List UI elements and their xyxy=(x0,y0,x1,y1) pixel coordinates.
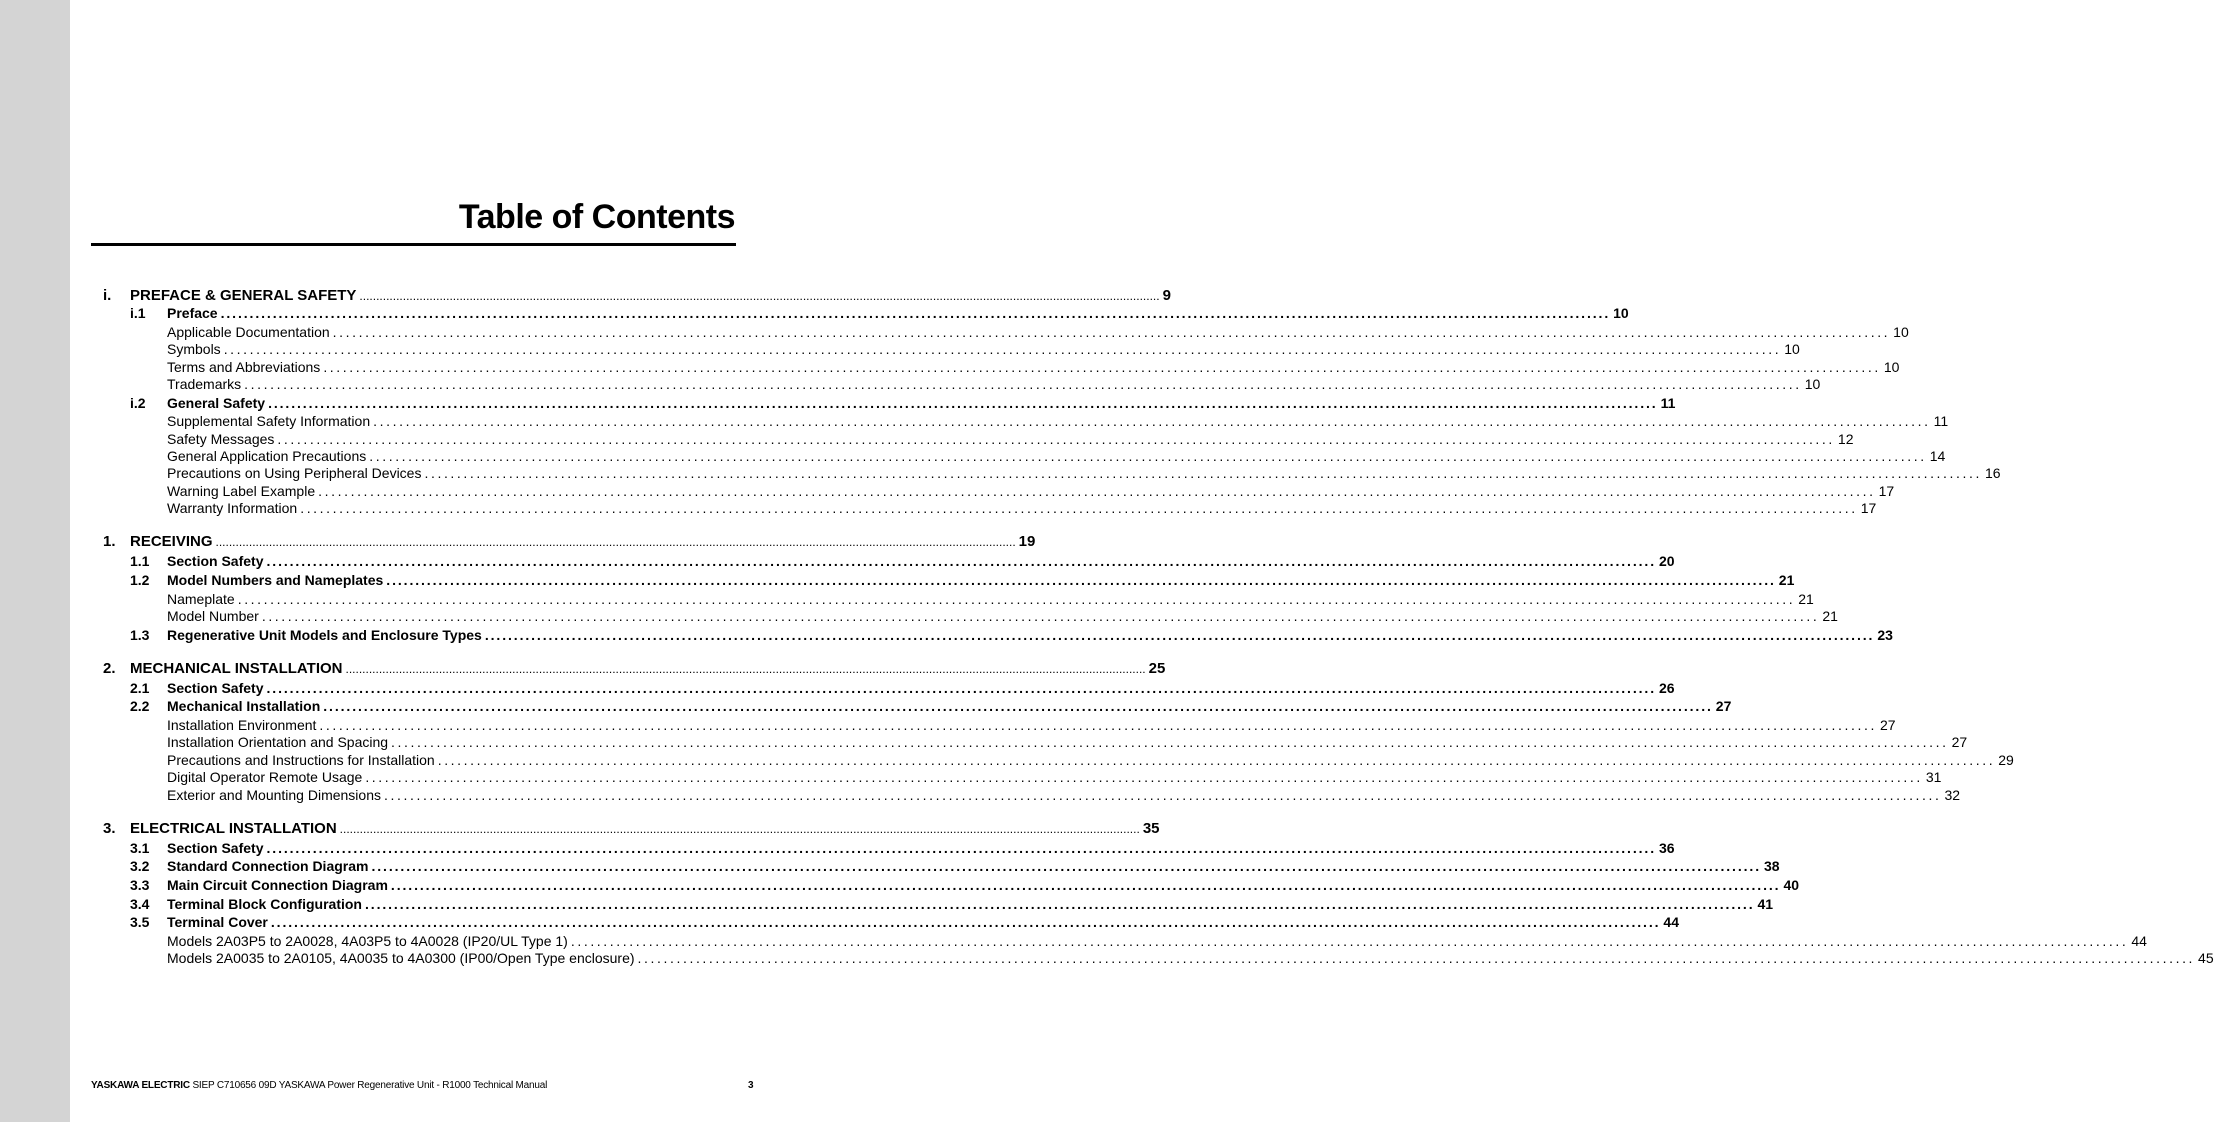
toc-entry-page: 20 xyxy=(1659,553,1675,569)
dot-leader: ................................................................................................................................................................................................................................................ xyxy=(266,680,1656,696)
toc-entry-label: Models 2A0035 to 2A0105, 4A0035 to 4A0300 (IP00/Open Type enclosure) xyxy=(167,950,635,966)
toc-entry-number: 1.3 xyxy=(130,627,150,643)
toc-entry-page: 19 xyxy=(1018,533,1036,550)
toc-entry-page: 21 xyxy=(1798,591,1814,607)
toc-section-entry[interactable] xyxy=(0,304,1629,322)
toc-entry-number: 3.4 xyxy=(130,896,150,912)
toc-entry-label: Trademarks xyxy=(167,376,242,392)
toc-entry-page: 35 xyxy=(1142,820,1160,837)
toc-entry-page: 40 xyxy=(1783,877,1800,893)
toc-entry-page: 26 xyxy=(1659,680,1675,696)
dot-leader: ................................................................................................................................................................................................................................................ xyxy=(345,662,1146,676)
toc-entry-row xyxy=(167,626,1893,644)
footer-text xyxy=(91,1080,547,1091)
toc-entry-label: Symbols xyxy=(167,341,221,357)
dot-leader: ................................................................................................................................................................................................................................................ xyxy=(323,359,1881,375)
toc-subsection-entry[interactable] xyxy=(0,733,1968,751)
toc-subsection-entry[interactable] xyxy=(0,412,1949,430)
dot-leader: ................................................................................................................................................................................................................................................ xyxy=(373,413,1931,429)
toc-entry-label: Terminal Cover xyxy=(167,914,268,930)
toc-entry-page: 11 xyxy=(1933,413,1949,429)
toc-entry-number: i.2 xyxy=(130,395,146,411)
toc-entry-label: ELECTRICAL INSTALLATION xyxy=(130,820,337,837)
toc-entry-number: 2. xyxy=(103,660,116,677)
toc-subsection-entry[interactable] xyxy=(0,482,1895,500)
dot-leader: ................................................................................................................................................................................................................................................ xyxy=(359,289,1160,303)
toc-section-entry[interactable] xyxy=(0,697,1732,715)
toc-entry-number: 3.1 xyxy=(130,840,150,856)
toc-entry-label: Terminal Block Configuration xyxy=(167,896,362,912)
toc-entry-label: Digital Operator Remote Usage xyxy=(167,769,363,785)
footer-brand: YASKAWA ELECTRIC xyxy=(91,1080,190,1091)
toc-subsection-entry[interactable] xyxy=(0,786,1961,804)
toc-section-entry[interactable] xyxy=(0,571,1795,589)
toc-entry-label: Preface xyxy=(167,305,218,321)
toc-entry-row xyxy=(167,679,1675,697)
toc-entry-label: Nameplate xyxy=(167,591,235,607)
toc-entry-number: 1.1 xyxy=(130,553,150,569)
toc-subsection-entry[interactable] xyxy=(0,375,1821,393)
toc-entry-row xyxy=(167,786,1961,804)
toc-entry-page: 27 xyxy=(1879,717,1896,733)
toc-section-entry[interactable] xyxy=(0,626,1893,644)
toc-entry-number: 1. xyxy=(103,533,116,550)
toc-entry-label: Standard Connection Diagram xyxy=(167,858,369,874)
toc-chapter-entry[interactable] xyxy=(0,819,1160,839)
toc-entry-label: Mechanical Installation xyxy=(167,698,321,714)
toc-entry-row xyxy=(167,716,1896,734)
dot-leader: ................................................................................................................................................................................................................................................ xyxy=(220,305,1611,321)
toc-entry-page: 12 xyxy=(1837,431,1854,447)
toc-entry-row xyxy=(167,430,1854,448)
title-rule xyxy=(91,243,736,246)
toc-entry-label: MECHANICAL INSTALLATION xyxy=(130,660,343,677)
toc-entry-row xyxy=(167,358,1900,376)
toc-entry-number: 3.2 xyxy=(130,858,150,874)
toc-subsection-entry[interactable] xyxy=(0,716,1896,734)
toc-entry-label: Model Numbers and Nameplates xyxy=(167,572,384,588)
toc-entry-page: 9 xyxy=(1162,287,1171,304)
toc-entry-number: 2.2 xyxy=(130,698,150,714)
toc-entry-page: 10 xyxy=(1893,324,1909,340)
dot-leader: ................................................................................................................................................................................................................................................ xyxy=(268,395,1658,411)
toc-entry-page: 29 xyxy=(1998,752,2014,768)
toc-entry-row xyxy=(167,412,1949,430)
toc-section-entry[interactable] xyxy=(0,857,1780,875)
toc-entry-row xyxy=(167,499,1877,517)
toc-section-entry[interactable] xyxy=(0,876,1800,894)
dot-leader: ................................................................................................................................................................................................................................................ xyxy=(332,324,1891,340)
toc-entry-row xyxy=(130,286,1171,306)
toc-entry-label: Main Circuit Connection Diagram xyxy=(167,877,388,893)
toc-entry-label: Regenerative Unit Models and Enclosure Types xyxy=(167,627,482,643)
toc-entry-page: 21 xyxy=(1822,608,1838,624)
toc-entry-page: 38 xyxy=(1763,858,1780,874)
toc-entry-row xyxy=(167,768,1942,786)
dot-leader: ................................................................................................................................................................................................................................................ xyxy=(261,608,1820,624)
toc-entry-page: 25 xyxy=(1148,660,1166,677)
toc-entry-label: Model Number xyxy=(167,608,259,624)
toc-entry-row xyxy=(167,590,1814,608)
toc-entry-page: 21 xyxy=(1778,572,1795,588)
toc-subsection-entry[interactable] xyxy=(0,751,2014,769)
toc-entry-page: 10 xyxy=(1804,376,1821,392)
toc-entry-label: Installation Orientation and Spacing xyxy=(167,734,389,750)
toc-entry-page: 11 xyxy=(1660,395,1676,411)
toc-entry-row xyxy=(167,697,1732,715)
toc-entry-page: 27 xyxy=(1951,734,1968,750)
toc-entry-label: Section Safety xyxy=(167,553,264,569)
toc-entry-row xyxy=(167,932,2147,950)
toc-entry-label: RECEIVING xyxy=(130,533,213,550)
dot-leader: ................................................................................................................................................................................................................................................ xyxy=(424,465,1982,481)
toc-entry-label: General Safety xyxy=(167,395,266,411)
toc-entry-label: Exterior and Mounting Dimensions xyxy=(167,787,381,803)
toc-entry-row xyxy=(167,949,2214,967)
toc-entry-row xyxy=(167,552,1675,570)
toc-entry-page: 31 xyxy=(1925,769,1942,785)
dot-leader: ................................................................................................................................................................................................................................................ xyxy=(390,877,1781,893)
toc-subsection-entry[interactable] xyxy=(0,499,1877,517)
toc-subsection-entry[interactable] xyxy=(0,768,1942,786)
toc-entry-label: Terms and Abbreviations xyxy=(167,359,321,375)
toc-section-entry[interactable] xyxy=(0,913,1679,931)
toc-entry-row xyxy=(167,876,1800,894)
dot-leader: ................................................................................................................................................................................................................................................ xyxy=(319,717,1877,733)
toc-subsection-entry[interactable] xyxy=(0,340,1800,358)
toc-entry-page: 45 xyxy=(2198,950,2214,966)
toc-subsection-entry[interactable] xyxy=(0,323,1909,341)
toc-entry-row xyxy=(167,857,1780,875)
toc-entry-number: i. xyxy=(103,287,112,304)
dot-leader: ................................................................................................................................................................................................................................................ xyxy=(237,591,1796,607)
toc-entry-page: 14 xyxy=(1929,448,1946,464)
dot-leader: ................................................................................................................................................................................................................................................ xyxy=(266,840,1656,856)
dot-leader: ................................................................................................................................................................................................................................................ xyxy=(277,431,1835,447)
toc-entry-page: 41 xyxy=(1757,896,1774,912)
toc-entry-page: 32 xyxy=(1944,787,1961,803)
toc-subsection-entry[interactable] xyxy=(0,447,1946,465)
toc-entry-page: 10 xyxy=(1883,359,1900,375)
toc-entry-label: Section Safety xyxy=(167,680,264,696)
toc-entry-number: 3. xyxy=(103,820,116,837)
toc-subsection-entry[interactable] xyxy=(0,464,2001,482)
toc-entry-label: PREFACE & GENERAL SAFETY xyxy=(130,287,357,304)
toc-entry-page: 36 xyxy=(1659,840,1675,856)
toc-entry-number: 3.3 xyxy=(130,877,150,893)
toc-entry-row xyxy=(167,394,1676,412)
toc-entry-page: 27 xyxy=(1715,698,1732,714)
toc-entry-page: 17 xyxy=(1860,500,1877,516)
toc-entry-label: Precautions on Using Peripheral Devices xyxy=(167,465,422,481)
toc-subsection-entry[interactable] xyxy=(0,430,1854,448)
toc-entry-label: General Application Precautions xyxy=(167,448,367,464)
toc-entry-label: Installation Environment xyxy=(167,717,317,733)
toc-entry-row xyxy=(130,532,1036,552)
toc-subsection-entry[interactable] xyxy=(0,358,1900,376)
toc-entry-row xyxy=(167,913,1679,931)
toc-section-entry[interactable] xyxy=(0,394,1676,412)
toc-entry-label: Safety Messages xyxy=(167,431,275,447)
toc-chapter-entry[interactable] xyxy=(0,659,1166,679)
dot-leader: ................................................................................................................................................................................................................................................ xyxy=(323,698,1713,714)
dot-leader: ................................................................................................................................................................................................................................................ xyxy=(266,553,1656,569)
toc-chapter-entry[interactable] xyxy=(0,286,1171,306)
toc-entry-row xyxy=(167,447,1946,465)
toc-entry-number: 1.2 xyxy=(130,572,150,588)
toc-entry-row xyxy=(167,839,1675,857)
toc-entry-row xyxy=(130,659,1166,679)
toc-entry-label: Warranty Information xyxy=(167,500,298,516)
toc-entry-label: Applicable Documentation xyxy=(167,324,330,340)
toc-entry-page: 16 xyxy=(1984,465,2001,481)
toc-entry-label: Warning Label Example xyxy=(167,483,316,499)
dot-leader: ................................................................................................................................................................................................................................................ xyxy=(244,376,1802,392)
toc-entry-number: 3.5 xyxy=(130,914,150,930)
dot-leader: ................................................................................................................................................................................................................................................ xyxy=(369,448,1927,464)
toc-entry-row xyxy=(130,819,1160,839)
dot-leader: ................................................................................................................................................................................................................................................ xyxy=(371,858,1761,874)
dot-leader: ................................................................................................................................................................................................................................................ xyxy=(215,535,1016,549)
toc-entry-row xyxy=(167,340,1800,358)
toc-entry-page: 44 xyxy=(1663,914,1679,930)
dot-leader: ................................................................................................................................................................................................................................................ xyxy=(437,752,1996,768)
toc-entry-row xyxy=(167,733,1968,751)
toc-entry-row xyxy=(167,323,1909,341)
toc-section-entry[interactable] xyxy=(0,552,1675,570)
dot-leader: ................................................................................................................................................................................................................................................ xyxy=(318,483,1876,499)
toc-subsection-entry[interactable] xyxy=(0,949,2214,967)
toc-subsection-entry[interactable] xyxy=(0,932,2147,950)
toc-entry-row xyxy=(167,304,1629,322)
toc-subsection-entry[interactable] xyxy=(0,590,1814,608)
dot-leader: ................................................................................................................................................................................................................................................ xyxy=(223,341,1782,357)
dot-leader: ................................................................................................................................................................................................................................................ xyxy=(365,769,1923,785)
dot-leader: ................................................................................................................................................................................................................................................ xyxy=(637,950,2196,966)
page-title: Table of Contents xyxy=(458,198,735,236)
toc-entry-page: 17 xyxy=(1878,483,1895,499)
dot-leader: ................................................................................................................................................................................................................................................ xyxy=(270,914,1661,930)
toc-entry-number: 2.1 xyxy=(130,680,150,696)
toc-entry-number: i.1 xyxy=(130,305,146,321)
dot-leader: ................................................................................................................................................................................................................................................ xyxy=(391,734,1949,750)
toc-entry-label: Models 2A03P5 to 2A0028, 4A03P5 to 4A0028 (IP20/UL Type 1) xyxy=(167,933,568,949)
toc-chapter-entry[interactable] xyxy=(0,532,1036,552)
toc-entry-row xyxy=(167,375,1821,393)
dot-leader: ................................................................................................................................................................................................................................................ xyxy=(300,500,1858,516)
toc-entry-page: 44 xyxy=(2131,933,2147,949)
toc-entry-row xyxy=(167,571,1795,589)
toc-entry-label: Section Safety xyxy=(167,840,264,856)
toc-entry-label: Precautions and Instructions for Installation xyxy=(167,752,435,768)
dot-leader: ................................................................................................................................................................................................................................................ xyxy=(339,822,1140,836)
toc-subsection-entry[interactable] xyxy=(0,607,1838,625)
dot-leader: ................................................................................................................................................................................................................................................ xyxy=(386,572,1776,588)
dot-leader: ................................................................................................................................................................................................................................................ xyxy=(364,896,1755,912)
toc-section-entry[interactable] xyxy=(0,895,1774,913)
dot-leader: ................................................................................................................................................................................................................................................ xyxy=(384,787,1942,803)
dot-leader: ................................................................................................................................................................................................................................................ xyxy=(570,933,2129,949)
toc-entry-page: 10 xyxy=(1613,305,1629,321)
toc-section-entry[interactable] xyxy=(0,679,1675,697)
dot-leader: ................................................................................................................................................................................................................................................ xyxy=(484,627,1875,643)
footer-document-title: SIEP C710656 09D YASKAWA Power Regenerative Unit - R1000 Technical Manual xyxy=(192,1080,548,1091)
toc-entry-row xyxy=(167,464,2001,482)
toc-entry-page: 10 xyxy=(1784,341,1800,357)
toc-entry-row xyxy=(167,482,1895,500)
toc-entry-row xyxy=(167,607,1838,625)
toc-entry-label: Supplemental Safety Information xyxy=(167,413,371,429)
toc-entry-page: 23 xyxy=(1877,627,1893,643)
toc-section-entry[interactable] xyxy=(0,839,1675,857)
toc-entry-row xyxy=(167,751,2014,769)
toc-entry-row xyxy=(167,895,1774,913)
footer-page-number: 3 xyxy=(748,1080,754,1091)
